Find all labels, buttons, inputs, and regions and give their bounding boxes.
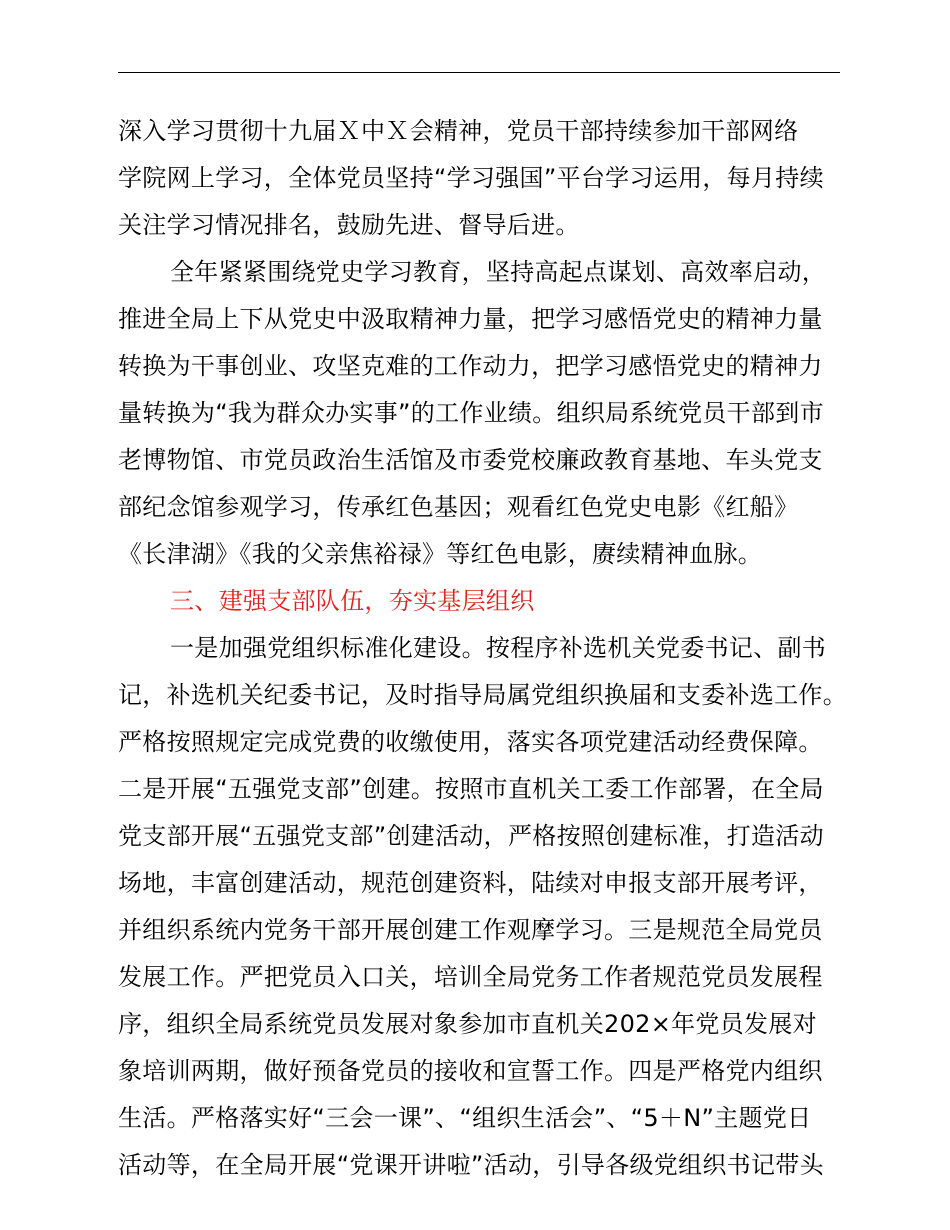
body-text-line: 发展工作。严把党员入口关，培训全局党务工作者规范党员发展程: [118, 963, 823, 991]
body-text-line: 量转换为“我为群众办实事”的工作业绩。组织局系统党员干部到市: [118, 399, 824, 427]
body-text-line: 部纪念馆参观学习，传承红色基因；观看红色党史电影《红船》: [118, 493, 799, 521]
body-text-line: 转换为干事创业、攻坚克难的工作动力，把学习感悟党史的精神力: [118, 352, 823, 380]
body-text-line: 一是加强党组织标准化建设。按程序补选机关党委书记、副书: [170, 634, 827, 662]
body-text-line: 二是开展“五强党支部”创建。按照市直机关工委工作部署，在全局: [118, 775, 824, 803]
section-heading: 三、建强支部队伍，夯实基层组织: [170, 587, 535, 615]
body-text-line: 并组织系统内党务干部开展创建工作观摩学习。三是规范全局党员: [118, 916, 823, 944]
header-rule: [118, 72, 840, 73]
body-text-line: 关注学习情况排名，鼓励先进、督导后进。: [118, 211, 580, 239]
body-text-line: 全年紧紧围绕党史学习教育，坚持高起点谋划、高效率启动，: [170, 258, 827, 286]
body-text-line: 党支部开展“五强党支部”创建活动，严格按照创建标准，打造活动: [118, 822, 824, 850]
body-text-line: 场地，丰富创建活动，规范创建资料，陆续对申报支部开展考评，: [118, 869, 823, 897]
body-text-line: 推进全局上下从党史中汲取精神力量，把学习感悟党史的精神力量: [118, 305, 823, 333]
body-text-line: 《长津湖》《我的父亲焦裕禄》等红色电影，赓续精神血脉。: [118, 540, 763, 568]
body-text-line: 深入学习贯彻十九届Ｘ中Ｘ会精神，党员干部持续参加干部网络: [118, 117, 799, 145]
body-text-line: 记，补选机关纪委书记，及时指导局属党组织换届和支委补选工作。: [118, 681, 847, 709]
body-text-line: 严格按照规定完成党费的收缴使用，落实各项党建活动经费保障。: [118, 728, 823, 756]
body-text-line: 老博物馆、市党员政治生活馆及市委党校廉政教育基地、车头党支: [118, 446, 823, 474]
body-text-line: 生活。严格落实好“三会一课”、“组织生活会”、“5＋N”主题党日: [118, 1104, 812, 1132]
body-text-line: 序，组织全局系统党员发展对象参加市直机关202×年党员发展对: [118, 1010, 817, 1038]
body-text-line: 活动等，在全局开展“党课开讲啦”活动，引导各级党组织书记带头: [118, 1151, 824, 1179]
document-body: [118, 108, 847, 1189]
body-text-line: 学院网上学习，全体党员坚持“学习强国”平台学习运用，每月持续: [118, 164, 824, 192]
body-text-line: 象培训两期，做好预备党员的接收和宣誓工作。四是严格党内组织: [118, 1057, 823, 1085]
